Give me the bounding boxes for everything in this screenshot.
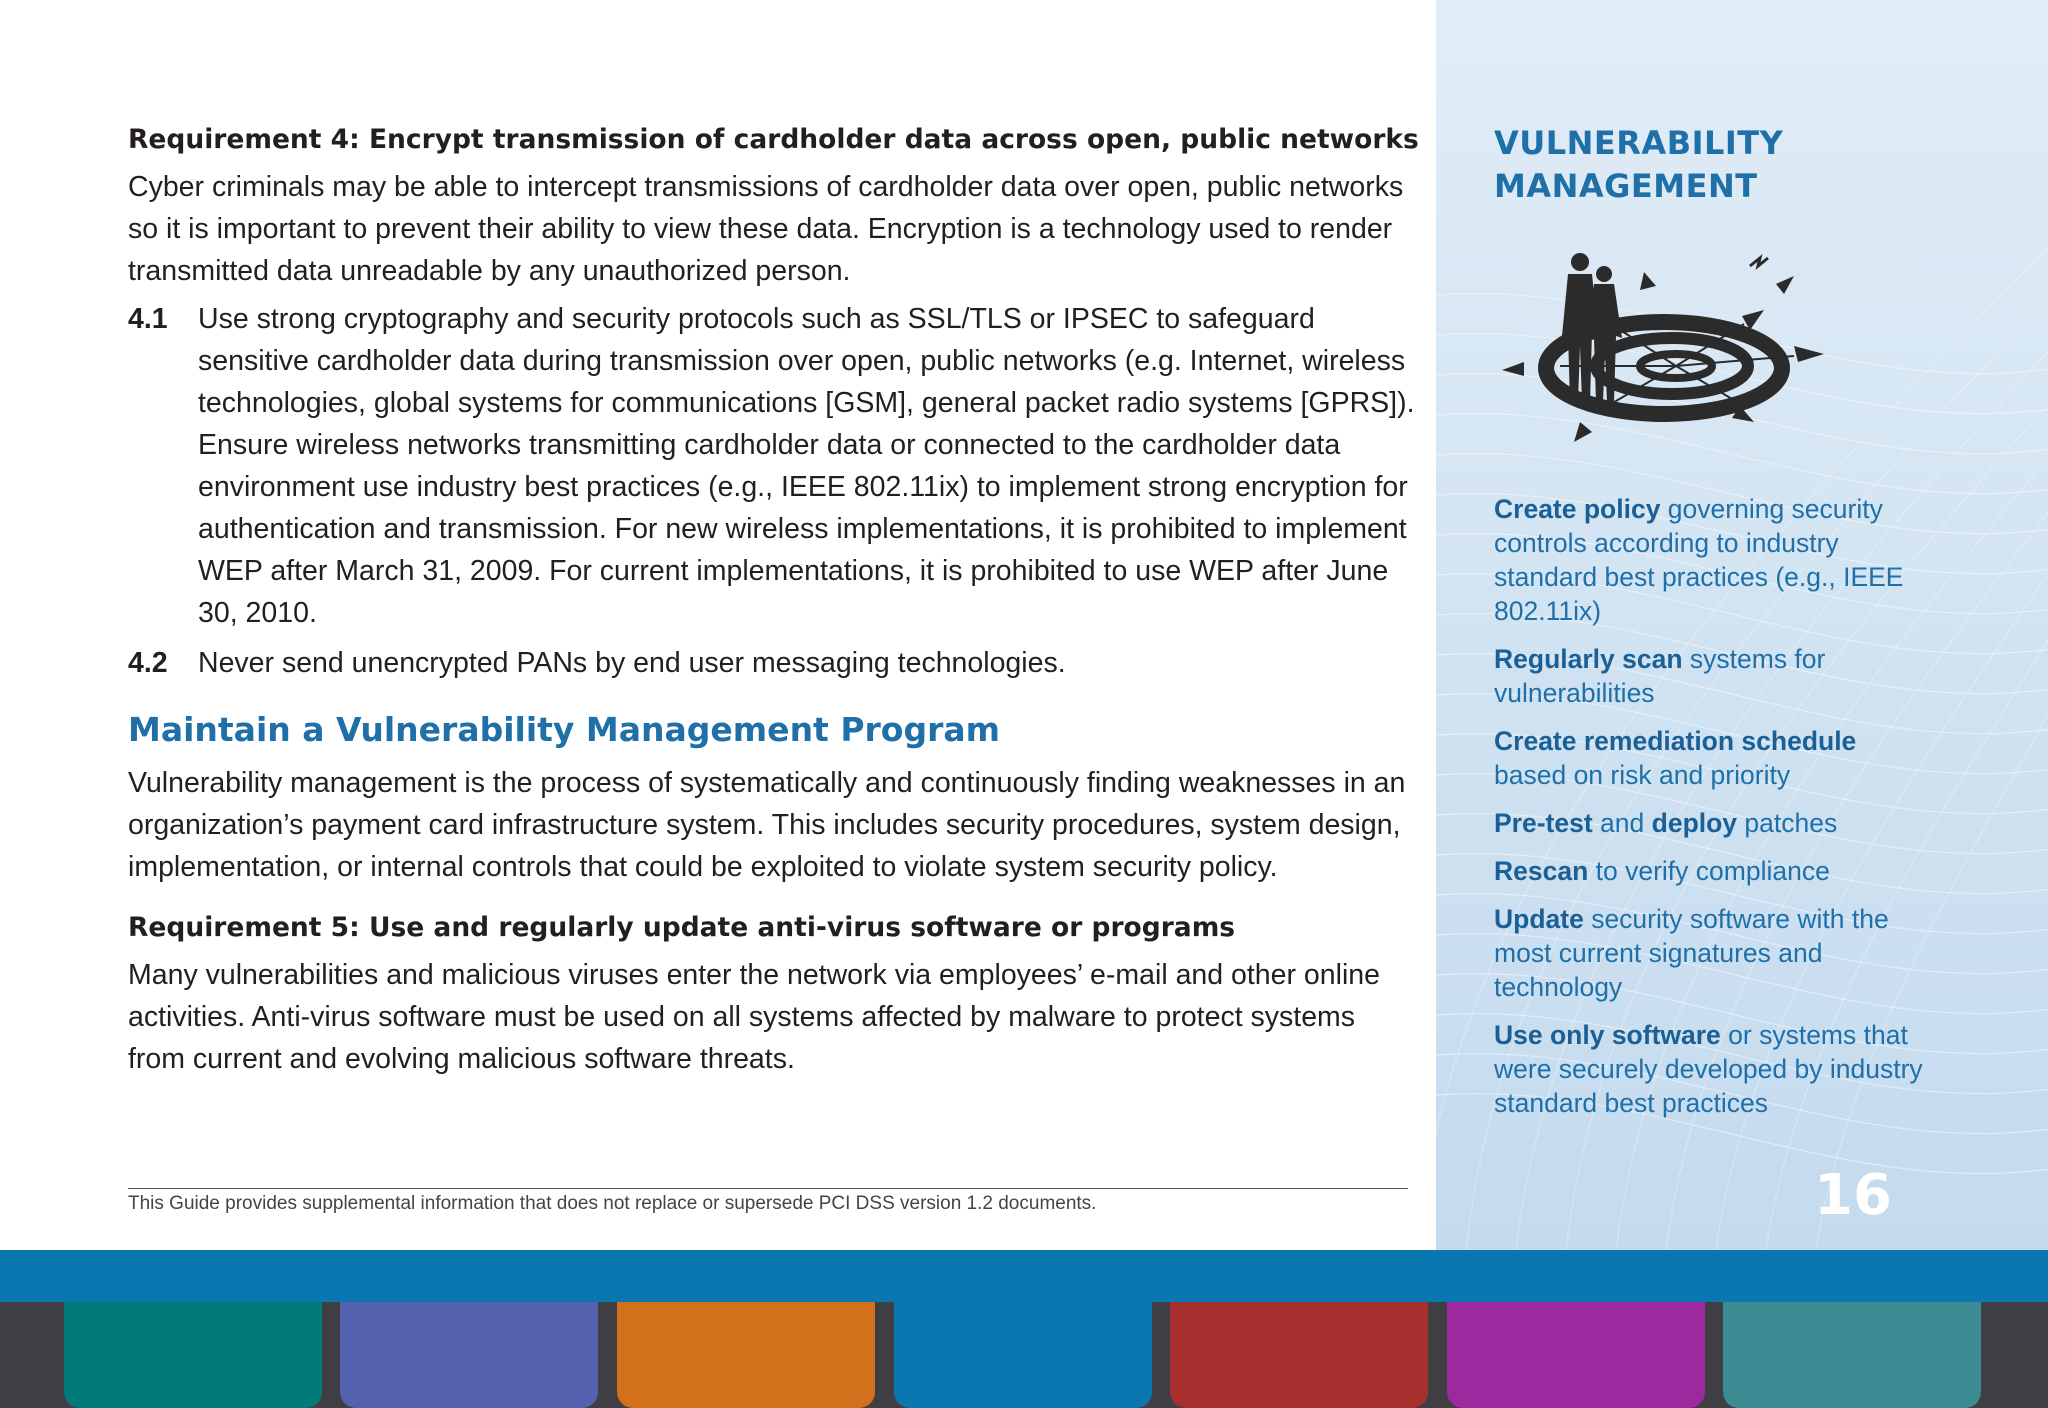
requirement-text: Use strong cryptography and security protocols such as SSL/TLS or IPSEC to safeguard sensitive cardholder data during transmission over open, public networks (e.g. Internet, wireless technologies, global systems for communications [GSM], general packet radio systems [GPRS]). Ensure wireless networks transmitting cardholder data or connected to the cardholder data environment use industry best practices (e.g., IEEE 802.11ix) to implement strong encryption for authentication and transmission. For new wireless implementations, it is prohibited to implement WEP after March 31, 2009. For current implementations, it is prohibited to use WEP after June 30, 2010. <box>198 303 1415 629</box>
section-tab-2[interactable] <box>340 1302 598 1408</box>
section-tab-6[interactable] <box>1447 1302 1705 1408</box>
sidebar-title-line: MANAGEMENT <box>1494 167 1758 205</box>
requirement-5-heading: Requirement 5: Use and regularly update anti-virus software or programs <box>128 912 1236 943</box>
requirement-item-4-2 <box>128 642 1418 684</box>
sidebar-list-item <box>1494 492 1924 628</box>
sidebar-checklist <box>1494 492 1924 1134</box>
page-number: 16 <box>1814 1163 1892 1228</box>
item-text: to verify compliance <box>1588 856 1830 886</box>
item-keyword: Use only software <box>1494 1020 1721 1050</box>
footer-divider <box>128 1188 1408 1189</box>
requirement-number: 4.1 <box>128 303 168 335</box>
item-keyword: deploy <box>1651 808 1738 838</box>
section-heading: Maintain a Vulnerability Management Program <box>128 710 1001 749</box>
sidebar-title-line: VULNERABILITY <box>1494 124 1784 162</box>
item-text: based on risk and priority <box>1494 760 1791 790</box>
section-tab-7[interactable] <box>1723 1302 1981 1408</box>
item-text: security software with the most current signatures and technology <box>1494 904 1889 1002</box>
item-text: or systems that were securely developed by industry standard best practices <box>1494 1020 1923 1118</box>
sidebar-list-item <box>1494 854 1924 888</box>
bottom-blue-band <box>0 1250 2048 1302</box>
item-text: governing security controls according to industry standard best practices (e.g., IEEE 802.11ix) <box>1494 494 1904 626</box>
item-text: patches <box>1737 808 1838 838</box>
main-content <box>128 120 1418 1086</box>
sidebar-list-item <box>1494 806 1924 840</box>
item-keyword: Rescan <box>1494 856 1589 886</box>
sidebar-list-item <box>1494 902 1924 1004</box>
requirement-item-4-1 <box>128 298 1418 634</box>
sidebar-list-item <box>1494 1018 1924 1120</box>
footer-note: This Guide provides supplemental information that does not replace or supersede PCI DSS version 1.2 documents. <box>128 1193 1097 1214</box>
item-keyword: Regularly scan <box>1494 644 1683 674</box>
section-tab-3[interactable] <box>617 1302 875 1408</box>
people-on-target-compass-icon <box>1494 246 1854 456</box>
section-tab-1[interactable] <box>64 1302 322 1408</box>
requirement-4-intro: Cyber criminals may be able to intercept transmissions of cardholder data over open, public networks so it is important to prevent their ability to view these data. Encryption is a technology used to render transmitted data unreadable by any unauthorized person. <box>128 171 1404 287</box>
section-intro: Vulnerability management is the process of systematically and continuously finding weaknesses in an organization’s payment card infrastructure system. This includes security procedures, system design, implementation, or internal controls that could be exploited to violate system security policy. <box>128 767 1406 883</box>
item-text: systems for vulnerabilities <box>1494 644 1826 708</box>
sidebar-list-item <box>1494 642 1924 710</box>
requirement-5-intro: Many vulnerabilities and malicious viruses enter the network via employees’ e-mail and other online activities. Anti-virus software must be used on all systems affected by malware to protect systems from current and evolving malicious software threats. <box>128 959 1380 1075</box>
sidebar-list-item <box>1494 724 1924 792</box>
item-keyword: Update <box>1494 904 1584 934</box>
item-keyword: Create remediation schedule <box>1494 726 1857 756</box>
section-tab-5[interactable] <box>1170 1302 1428 1408</box>
section-tab-4[interactable] <box>894 1302 1152 1408</box>
item-keyword: Pre-test <box>1494 808 1593 838</box>
sidebar-title <box>1494 122 1954 208</box>
requirement-4-heading: Requirement 4: Encrypt transmission of cardholder data across open, public networks <box>128 124 1419 155</box>
requirement-number: 4.2 <box>128 647 168 679</box>
item-keyword: Create policy <box>1494 494 1661 524</box>
item-text: and <box>1592 808 1652 838</box>
requirement-text: Never send unencrypted PANs by end user messaging technologies. <box>198 647 1066 679</box>
